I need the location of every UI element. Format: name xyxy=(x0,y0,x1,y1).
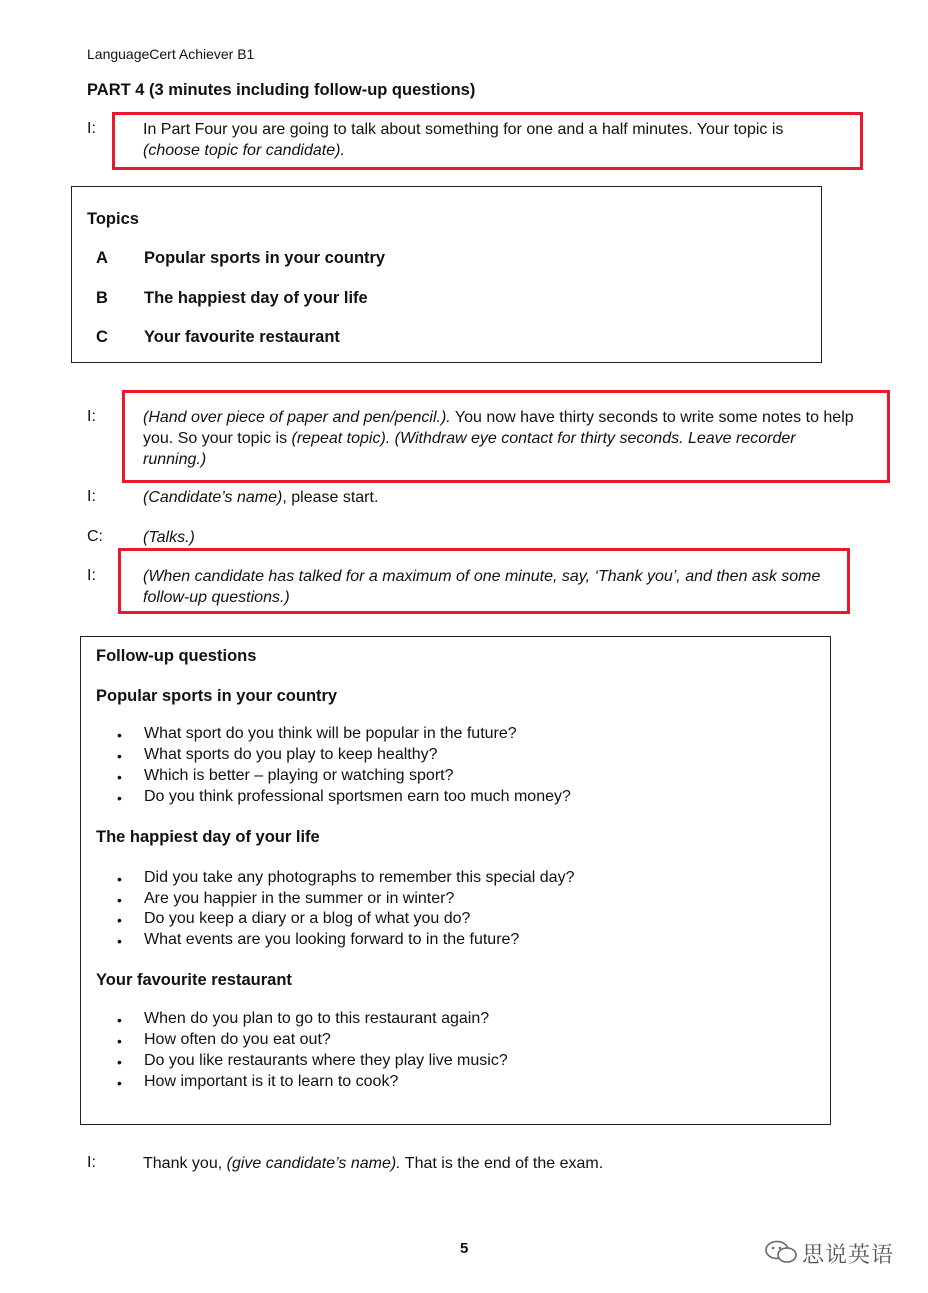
question: What events are you looking forward to in the future? xyxy=(144,931,520,948)
speaker-label: I: xyxy=(87,120,96,137)
talks-text: (Talks.) xyxy=(143,529,195,546)
speaker-label: I: xyxy=(87,567,96,584)
speaker-label: I: xyxy=(87,1154,96,1171)
speaker-label: I: xyxy=(87,488,96,505)
bullet: • xyxy=(117,1033,122,1049)
highlight-box xyxy=(122,390,890,483)
bullet: • xyxy=(117,1075,122,1091)
topic-letter: B xyxy=(96,289,108,307)
bullet: • xyxy=(117,1012,122,1028)
bullet: • xyxy=(117,727,122,743)
section-heading: The happiest day of your life xyxy=(96,828,320,846)
topic-text: The happiest day of your life xyxy=(144,289,368,307)
followup-instruction: (When candidate has talked for a maximum of one minute, say, ‘Thank you’, and then ask some follow-up questions.) xyxy=(143,568,821,606)
closing-text: Thank you, (give candidate’s name). That is the end of the exam. xyxy=(143,1155,604,1172)
topics-title: Topics xyxy=(87,210,139,228)
question: What sports do you play to keep healthy? xyxy=(144,746,438,763)
highlight-box xyxy=(118,548,850,614)
question: Do you think professional sportsmen earn too much money? xyxy=(144,788,571,805)
part-title: PART 4 (3 minutes including follow-up questions) xyxy=(87,81,476,99)
topic-text: Your favourite restaurant xyxy=(144,328,340,346)
followup-title: Follow-up questions xyxy=(96,647,257,665)
bullet: • xyxy=(117,892,122,908)
document-header: LanguageCert Achiever B1 xyxy=(87,46,255,62)
bullet: • xyxy=(117,748,122,764)
watermark-text: 思说英语 xyxy=(802,1242,895,1267)
wechat-icon xyxy=(764,1240,798,1264)
topic-letter: A xyxy=(96,249,108,267)
topic-letter: C xyxy=(96,328,108,346)
topic-text: Popular sports in your country xyxy=(144,249,386,267)
section-heading: Popular sports in your country xyxy=(96,687,338,705)
bullet: • xyxy=(117,769,122,785)
question: Are you happier in the summer or in winter? xyxy=(144,890,455,907)
question: Did you take any photographs to remember this special day? xyxy=(144,869,575,886)
start-text: (Candidate’s name), please start. xyxy=(143,489,379,506)
bullet: • xyxy=(117,912,122,928)
question: What sport do you think will be popular in the future? xyxy=(144,725,517,742)
speaker-label: I: xyxy=(87,408,96,425)
notes-text: (Hand over piece of paper and pen/pencil.). You now have thirty seconds to write some notes to help you. So your topic is (repeat topic). (Withdraw eye contact for thirty seconds. Leave recorder running.) xyxy=(143,409,854,468)
question: Do you keep a diary or a blog of what you do? xyxy=(144,910,471,927)
page-number: 5 xyxy=(460,1240,469,1257)
question: When do you plan to go to this restaurant again? xyxy=(144,1010,490,1027)
bullet: • xyxy=(117,790,122,806)
question: Which is better – playing or watching sport? xyxy=(144,767,454,784)
bullet: • xyxy=(117,1054,122,1070)
section-heading: Your favourite restaurant xyxy=(96,971,292,989)
speaker-label: C: xyxy=(87,528,103,545)
bullet: • xyxy=(117,933,122,949)
highlight-box xyxy=(112,112,863,170)
question: How often do you eat out? xyxy=(144,1031,331,1048)
bullet: • xyxy=(117,871,122,887)
intro-text: In Part Four you are going to talk about something for one and a half minutes. Your topic is (choose topic for candidate). xyxy=(143,121,784,159)
question: Do you like restaurants where they play live music? xyxy=(144,1052,508,1069)
question: How important is it to learn to cook? xyxy=(144,1073,399,1090)
